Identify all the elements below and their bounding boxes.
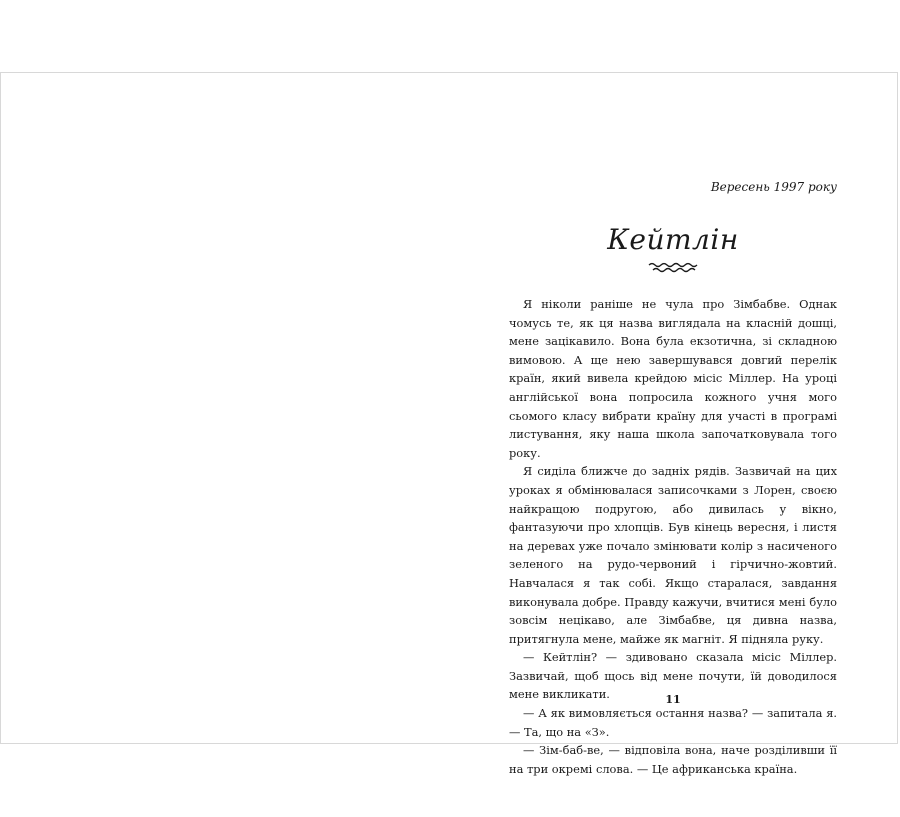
right-page bbox=[509, 73, 837, 776]
book-spread bbox=[0, 72, 898, 776]
page-number: 11 bbox=[665, 693, 681, 706]
wavy-ornament-icon bbox=[647, 261, 699, 273]
paragraph-3: — Кейтлін? — здивовано сказала місіс Міллер. Зазвичай, щоб щось від мене почути, їй доводилося мене викликати. bbox=[509, 650, 837, 702]
dateline: Вересень 1997 року bbox=[710, 180, 837, 194]
paragraph-4: — А як вимовляється остання назва? — запитала я. — Та, що на «З». bbox=[509, 706, 837, 739]
paragraph-5: — Зім-баб-ве, — відповіла вона, наче розділивши її на три окремі слова. — Це африканська країна. bbox=[509, 743, 837, 776]
paragraph-2: Я сиділа ближче до задніх рядів. Зазвичай на цих уроках я обмінювалася записочками з Лорен, своєю найкращою подругою, або дивилась у вікно, фантазуючи про хлопців. Був кінець вересня, і листя на деревах уже почало змінювати колір з насиченого зеленого на рудо-червоний і гірчично-жовтий. Навчалася я так собі. Якщо старалася, завдання виконувала добре. Правду кажучи, вчитися мені було зовсім нецікаво, але Зімбабве, ця дивна назва, притягнула мене, майже як магніт. Я підняла руку. bbox=[509, 464, 837, 646]
paragraph-1: Я ніколи раніше не чула про Зімбабве. Однак чомусь те, як ця назва виглядала на класній дошці, мене зацікавило. Вона була екзотична, зі складною вимовою. А ще нею завершувався довгий перелік країн, який вивела крейдою місіс Міллер. На уроці англійської вона попросила кожного учня мого сьомого класу вибрати країну для участі в програмі листування, яку наша школа започатковувала того року. bbox=[509, 297, 837, 460]
chapter-title: Кейтлін bbox=[607, 223, 739, 256]
